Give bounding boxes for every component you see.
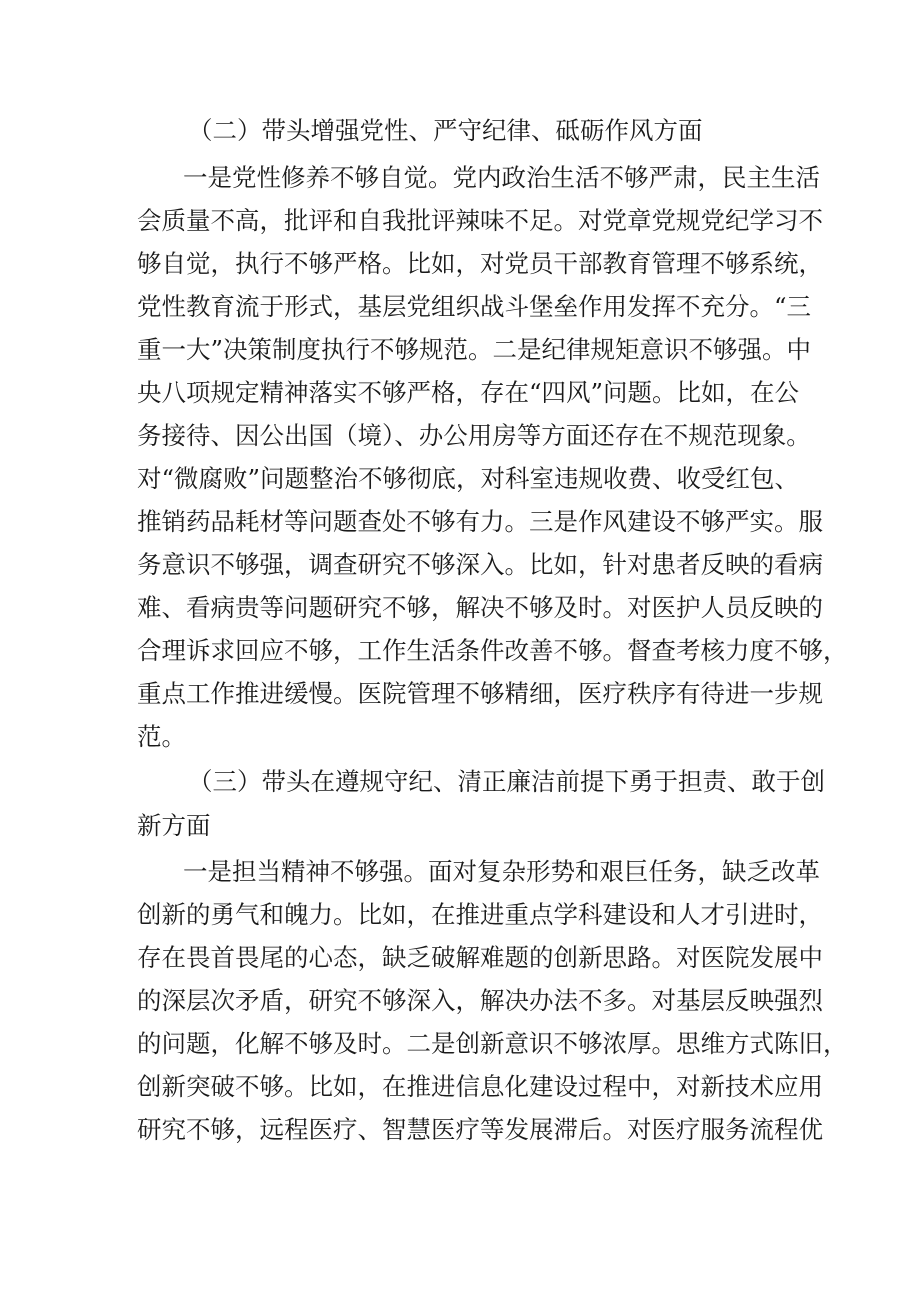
section-2-paragraph-line: 党性教育流于形式，基层党组织战斗堡垒作用发挥不充分。“三 (137, 292, 812, 321)
section-2-paragraph-line: 推销药品耗材等问题查处不够有力。三是作风建设不够严实。服 (137, 507, 823, 536)
section-2-paragraph-line: 重点工作推进缓慢。医院管理不够精细，医疗秩序有待进一步规 (137, 679, 823, 708)
section-2-paragraph-line: 够自觉，执行不够严格。比如，对党员干部教育管理不够系统， (137, 249, 823, 278)
section-3-paragraph-line: 研究不够，远程医疗、智慧医疗等发展滞后。对医疗服务流程优 (137, 1115, 823, 1144)
section-3-paragraph-line: 创新的勇气和魄力。比如，在推进重点学科建设和人才引进时， (137, 900, 823, 929)
section-3-paragraph-line: 一是担当精神不够强。面对复杂形势和艰巨任务，缺乏改革 (183, 857, 820, 886)
section-3-paragraph-line: 的问题，化解不够及时。二是创新意识不够浓厚。思维方式陈旧， (137, 1029, 848, 1058)
section-3-paragraph-line: 的深层次矛盾，研究不够深入，解决办法不多。对基层反映强烈 (137, 986, 823, 1015)
section-2-paragraph-line: 范。 (137, 722, 186, 751)
section-3-paragraph-line: 创新突破不够。比如，在推进信息化建设过程中，对新技术应用 (137, 1072, 823, 1101)
section-2-paragraph-line: 央八项规定精神落实不够严格，存在“四风”问题。比如，在公 (137, 378, 800, 407)
section-2-paragraph-line: 重一大”决策制度执行不够规范。二是纪律规矩意识不够强。中 (137, 335, 812, 364)
section-3-heading: （三）带头在遵规守纪、清正廉洁前提下勇于担责、敢于创 (188, 767, 825, 796)
section-2-paragraph-line: 难、看病贵等问题研究不够，解决不够及时。对医护人员反映的 (137, 593, 823, 622)
section-3-paragraph-line: 存在畏首畏尾的心态，缺乏破解难题的创新思路。对医院发展中 (137, 943, 823, 972)
section-2-heading: （二）带头增强党性、严守纪律、砥砺作风方面 (188, 116, 703, 145)
section-2-paragraph-line: 会质量不高，批评和自我批评辣味不足。对党章党规党纪学习不 (137, 206, 823, 235)
section-3-heading-continued: 新方面 (137, 811, 211, 840)
section-2-paragraph-line: 一是党性修养不够自觉。党内政治生活不够严肃，民主生活 (183, 163, 820, 192)
section-2-paragraph-line: 务接待、因公出国（境）、办公用房等方面还存在不规范现象。 (137, 421, 811, 450)
section-2-paragraph-line: 合理诉求回应不够，工作生活条件改善不够。督查考核力度不够， (137, 636, 848, 665)
section-2-paragraph-line: 对“微腐败”问题整治不够彻底，对科室违规收费、收受红包、 (137, 464, 800, 493)
section-2-paragraph-line: 务意识不够强，调查研究不够深入。比如，针对患者反映的看病 (137, 550, 823, 579)
